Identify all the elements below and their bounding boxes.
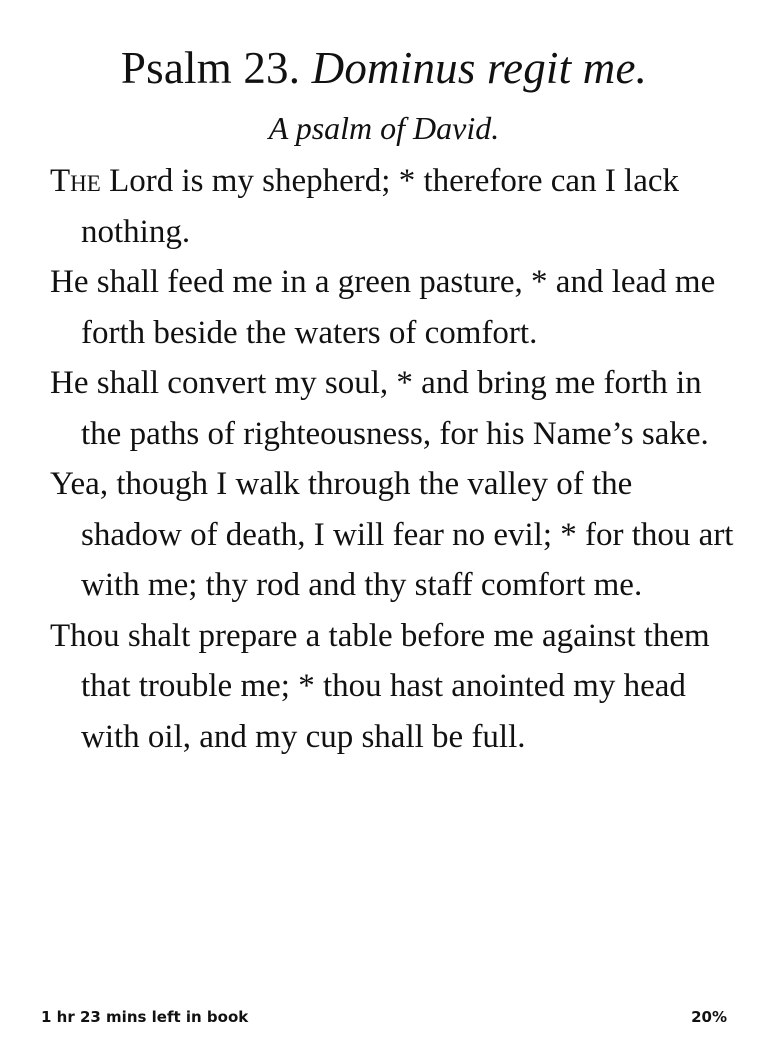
psalm-subtitle: A psalm of David. <box>268 110 500 146</box>
time-left-in-book[interactable]: 1 hr 23 mins left in book <box>41 1008 249 1026</box>
psalm-title-number: Psalm 23. <box>120 43 312 93</box>
verse-2: He shall feed me in a green pasture, * and lead me forth beside the waters of comfort. <box>50 264 716 351</box>
verse-1 <box>50 156 740 257</box>
psalm-title <box>0 40 768 96</box>
psalm-title-latin: Dominus regit me. <box>311 43 648 93</box>
psalm-text <box>50 156 740 762</box>
verse-3: He shall convert my soul, * and bring me forth in the paths of righteousness, for his Name’s sake. <box>50 365 709 452</box>
verse-5: Thou shalt prepare a table before me against them that trouble me; * thou hast anointed my head with oil, and my cup shall be full. <box>50 617 710 755</box>
verse-1-text: Lord is my shepherd; * therefore can I lack nothing. <box>81 163 680 250</box>
reading-progress-footer <box>0 1004 768 1030</box>
verse-4: Yea, though I walk through the valley of the shadow of death, I will fear no evil; * for thou art with me; thy rod and thy staff comfort me. <box>50 466 734 603</box>
verse-1-small-caps: The <box>50 163 101 199</box>
progress-percent: 20% <box>691 1008 727 1026</box>
